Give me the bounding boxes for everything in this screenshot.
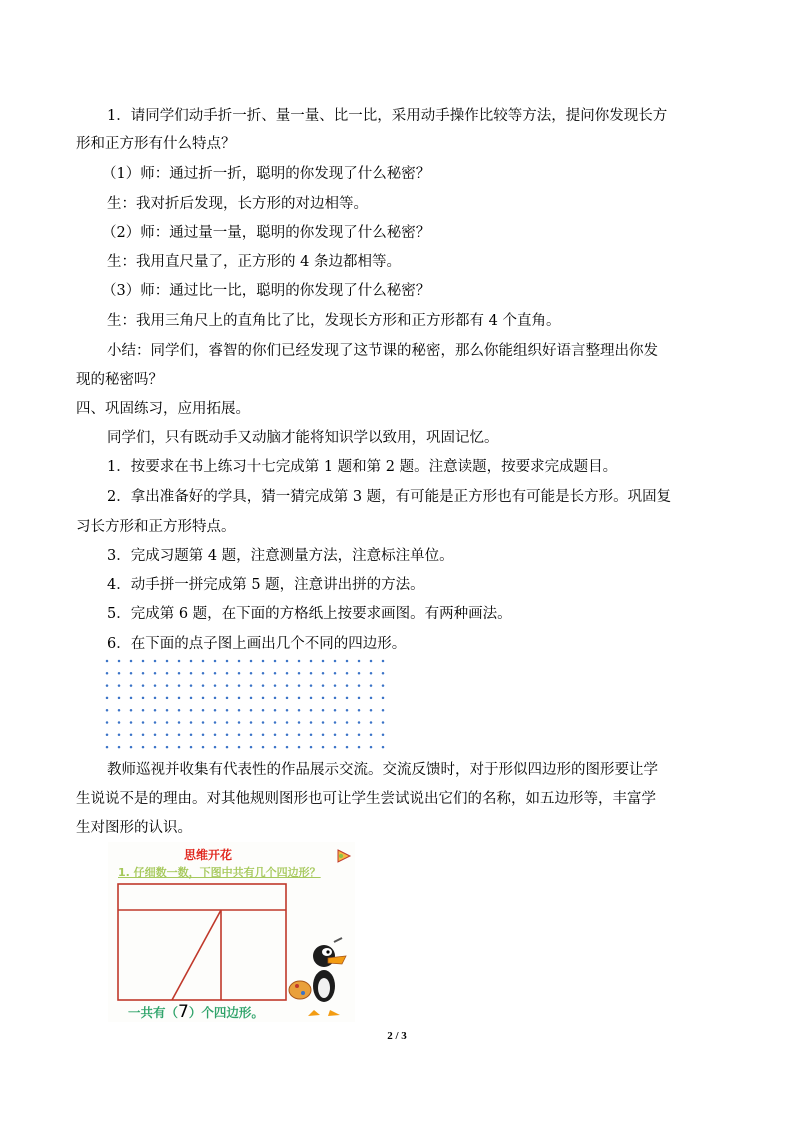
grid-dot <box>286 746 289 749</box>
paragraph-line: （2）师：通过量一量，聪明的你发现了什么秘密？ <box>102 225 431 241</box>
grid-dot <box>214 660 217 663</box>
grid-dot <box>154 697 157 700</box>
grid-dot <box>166 660 169 663</box>
grid-dot <box>190 746 193 749</box>
paragraph-line: 生：我用直尺量了，正方形的 4 条边都相等。 <box>107 254 401 270</box>
grid-dot <box>358 672 361 675</box>
grid-dot <box>346 721 349 724</box>
paragraph-line: 5．完成第 6 题，在下面的方格纸上按要求画图。有两种画法。 <box>107 606 512 622</box>
grid-dot <box>358 721 361 724</box>
grid-dot <box>238 697 241 700</box>
grid-dot <box>202 697 205 700</box>
grid-dot <box>334 684 337 687</box>
grid-dot <box>130 672 133 675</box>
grid-dot <box>166 721 169 724</box>
grid-dot <box>370 684 373 687</box>
grid-dot <box>190 684 193 687</box>
grid-dot <box>274 721 277 724</box>
grid-dot <box>310 721 313 724</box>
grid-dot <box>322 721 325 724</box>
grid-dot <box>214 721 217 724</box>
grid-dot <box>358 734 361 737</box>
grid-dot <box>358 660 361 663</box>
grid-dot <box>106 697 109 700</box>
grid-dot <box>286 672 289 675</box>
grid-dot <box>142 660 145 663</box>
paragraph-line: 同学们，只有既动手又动脑才能将知识学以致用，巩固记忆。 <box>107 430 499 446</box>
duck-cartoon-icon <box>288 936 350 1018</box>
grid-dot <box>178 746 181 749</box>
grid-dot <box>106 660 109 663</box>
grid-dot <box>358 684 361 687</box>
grid-dot <box>274 734 277 737</box>
paragraph-line: 2．拿出准备好的学具，猜一猜完成第 3 题，有可能是正方形也有可能是长方形。巩固复 <box>107 489 672 505</box>
grid-dot <box>238 746 241 749</box>
grid-dot <box>274 660 277 663</box>
grid-dot <box>382 734 385 737</box>
grid-dot <box>130 660 133 663</box>
answer-prefix: 一共有（ <box>128 1005 179 1020</box>
grid-dot <box>310 684 313 687</box>
grid-dot <box>166 734 169 737</box>
paragraph-line: 现的秘密吗？ <box>76 372 163 388</box>
grid-dot <box>250 746 253 749</box>
grid-dot <box>250 684 253 687</box>
grid-dot <box>310 734 313 737</box>
grid-dot <box>298 709 301 712</box>
section-heading: 四、巩固练习，应用拓展。 <box>76 401 250 417</box>
grid-dot <box>334 697 337 700</box>
grid-dot <box>334 721 337 724</box>
grid-dot <box>286 684 289 687</box>
grid-dot <box>202 709 205 712</box>
grid-dot <box>190 672 193 675</box>
grid-dot <box>262 734 265 737</box>
paragraph-line: 生：我用三角尺上的直角比了比，发现长方形和正方形都有 4 个直角。 <box>107 313 561 329</box>
grid-dot <box>370 709 373 712</box>
paragraph-line: 形和正方形有什么特点？ <box>76 136 236 152</box>
grid-dot <box>142 684 145 687</box>
grid-dot <box>106 684 109 687</box>
grid-dot <box>298 734 301 737</box>
grid-dot <box>118 709 121 712</box>
grid-dot <box>274 709 277 712</box>
grid-dot <box>166 672 169 675</box>
grid-dot <box>286 660 289 663</box>
grid-dot <box>166 697 169 700</box>
grid-dot <box>130 684 133 687</box>
grid-dot <box>298 660 301 663</box>
grid-dot <box>322 697 325 700</box>
grid-dot <box>118 697 121 700</box>
grid-dot <box>154 721 157 724</box>
grid-dot <box>202 684 205 687</box>
grid-dot <box>118 684 121 687</box>
grid-dot <box>346 697 349 700</box>
grid-dot <box>166 746 169 749</box>
paragraph-line: 4．动手拼一拼完成第 5 题，注意讲出拼的方法。 <box>107 577 425 593</box>
grid-dot <box>286 709 289 712</box>
grid-dot <box>142 672 145 675</box>
grid-dot <box>118 660 121 663</box>
grid-dot <box>130 721 133 724</box>
grid-dot <box>154 734 157 737</box>
grid-dot <box>250 672 253 675</box>
grid-dot <box>382 721 385 724</box>
grid-dot <box>322 684 325 687</box>
paragraph-line: （1）师：通过折一折，聪明的你发现了什么秘密？ <box>102 166 431 182</box>
grid-dot <box>214 697 217 700</box>
grid-dot <box>310 660 313 663</box>
grid-dot <box>238 709 241 712</box>
grid-dot <box>382 697 385 700</box>
grid-dot <box>214 672 217 675</box>
grid-dot <box>310 746 313 749</box>
grid-dot <box>262 746 265 749</box>
grid-dot <box>214 709 217 712</box>
grid-dot <box>322 709 325 712</box>
figure-answer <box>128 1002 264 1022</box>
grid-dot <box>178 709 181 712</box>
grid-dot <box>214 684 217 687</box>
grid-dot <box>154 672 157 675</box>
grid-dot <box>142 697 145 700</box>
paragraph-line: 习长方形和正方形特点。 <box>76 519 236 535</box>
grid-dot <box>178 721 181 724</box>
grid-dot <box>142 721 145 724</box>
grid-dot <box>262 684 265 687</box>
grid-dot <box>118 672 121 675</box>
figure-question: 1. 仔细数一数，下图中共有几个四边形？ <box>118 866 321 879</box>
grid-dot <box>226 660 229 663</box>
grid-dot <box>178 734 181 737</box>
grid-dot <box>382 660 385 663</box>
grid-dot <box>370 697 373 700</box>
grid-dot <box>106 746 109 749</box>
grid-dot <box>118 746 121 749</box>
grid-dot <box>322 672 325 675</box>
grid-dot <box>370 660 373 663</box>
dot-grid-figure <box>104 658 394 752</box>
grid-dot <box>130 709 133 712</box>
grid-dot <box>190 709 193 712</box>
grid-dot <box>358 746 361 749</box>
grid-dot <box>106 734 109 737</box>
grid-dot <box>346 746 349 749</box>
grid-dot <box>178 697 181 700</box>
grid-dot <box>178 672 181 675</box>
grid-dot <box>226 721 229 724</box>
paragraph-line: 生：我对折后发现，长方形的对边相等。 <box>107 196 368 212</box>
paragraph-line: 1．按要求在书上练习十七完成第 1 题和第 2 题。注意读题，按要求完成题目。 <box>107 459 618 475</box>
grid-dot <box>382 746 385 749</box>
answer-suffix: ）个四边形。 <box>188 1005 264 1020</box>
grid-dot <box>370 721 373 724</box>
paragraph-line: 教师巡视并收集有代表性的作品展示交流。交流反馈时，对于形似四边形的图形要让学 <box>107 762 658 778</box>
grid-dot <box>334 709 337 712</box>
grid-dot <box>286 734 289 737</box>
grid-dot <box>262 721 265 724</box>
grid-dot <box>286 721 289 724</box>
quadrilateral-count-figure <box>108 842 355 1022</box>
grid-dot <box>262 660 265 663</box>
grid-dot <box>238 672 241 675</box>
grid-dot <box>166 684 169 687</box>
grid-dot <box>142 734 145 737</box>
grid-dot <box>190 734 193 737</box>
grid-dot <box>130 734 133 737</box>
grid-dot <box>106 721 109 724</box>
grid-dot <box>226 709 229 712</box>
grid-dot <box>142 709 145 712</box>
grid-dot <box>274 697 277 700</box>
grid-dot <box>334 660 337 663</box>
grid-dot <box>178 684 181 687</box>
grid-dot <box>346 734 349 737</box>
paragraph-line: 小结：同学们，睿智的你们已经发现了这节课的秘密，那么你能组织好语言整理出你发 <box>107 343 658 359</box>
grid-dot <box>382 709 385 712</box>
grid-dot <box>358 709 361 712</box>
grid-dot <box>298 672 301 675</box>
grid-dot <box>334 672 337 675</box>
grid-dot <box>322 734 325 737</box>
grid-dot <box>262 697 265 700</box>
grid-dot <box>334 746 337 749</box>
grid-dot <box>274 672 277 675</box>
grid-dot <box>178 660 181 663</box>
grid-dot <box>226 672 229 675</box>
grid-dot <box>262 709 265 712</box>
page-number: 2 / 3 <box>387 1030 407 1042</box>
grid-dot <box>118 721 121 724</box>
grid-dot <box>214 746 217 749</box>
answer-value: 7 <box>178 1002 189 1022</box>
grid-dot <box>130 697 133 700</box>
grid-dot <box>154 746 157 749</box>
grid-dot <box>322 660 325 663</box>
grid-dot <box>346 709 349 712</box>
paragraph-line: （3）师：通过比一比，聪明的你发现了什么秘密？ <box>102 283 431 299</box>
grid-dot <box>274 684 277 687</box>
paragraph-line: 生说说不是的理由。对其他规则图形也可让学生尝试说出它们的名称，如五边形等，丰富学 <box>76 791 656 807</box>
grid-dot <box>250 734 253 737</box>
grid-dot <box>238 660 241 663</box>
grid-dot <box>346 684 349 687</box>
paragraph-line: 3．完成习题第 4 题，注意测量方法，注意标注单位。 <box>107 548 454 564</box>
grid-dot <box>298 697 301 700</box>
grid-dot <box>154 660 157 663</box>
grid-dot <box>202 746 205 749</box>
grid-dot <box>286 697 289 700</box>
grid-dot <box>250 660 253 663</box>
grid-dot <box>358 697 361 700</box>
grid-dot <box>298 721 301 724</box>
grid-dot <box>106 709 109 712</box>
grid-dot <box>190 697 193 700</box>
grid-dot <box>226 697 229 700</box>
grid-dot <box>118 734 121 737</box>
grid-dot <box>202 672 205 675</box>
grid-dot <box>190 721 193 724</box>
grid-dot <box>226 684 229 687</box>
grid-dot <box>238 721 241 724</box>
grid-dot <box>202 721 205 724</box>
grid-dot <box>250 721 253 724</box>
grid-dot <box>238 684 241 687</box>
grid-dot <box>238 734 241 737</box>
grid-dot <box>142 746 145 749</box>
grid-dot <box>382 672 385 675</box>
grid-dot <box>274 746 277 749</box>
grid-dot <box>154 684 157 687</box>
grid-dot <box>346 660 349 663</box>
grid-dot <box>226 734 229 737</box>
paragraph-line: 6．在下面的点子图上画出几个不同的四边形。 <box>107 636 407 652</box>
grid-dot <box>370 734 373 737</box>
paragraph-line: 1．请同学们动手折一折、量一量、比一比，采用动手操作比较等方法，提问你发现长方 <box>107 108 668 124</box>
grid-dot <box>130 746 133 749</box>
grid-dot <box>322 746 325 749</box>
grid-dot <box>226 746 229 749</box>
grid-dot <box>250 709 253 712</box>
grid-dot <box>298 746 301 749</box>
grid-dot <box>202 660 205 663</box>
figure-title: 思维开花 <box>183 848 232 862</box>
grid-dot <box>106 672 109 675</box>
grid-dot <box>166 709 169 712</box>
grid-dot <box>310 709 313 712</box>
paragraph-line: 生对图形的认识。 <box>76 820 192 836</box>
grid-dot <box>334 734 337 737</box>
grid-dot <box>310 697 313 700</box>
grid-dot <box>298 684 301 687</box>
grid-dot <box>370 746 373 749</box>
grid-dot <box>262 672 265 675</box>
grid-dot <box>154 709 157 712</box>
grid-dot <box>310 672 313 675</box>
grid-dot <box>202 734 205 737</box>
grid-dot <box>250 697 253 700</box>
grid-dot <box>190 660 193 663</box>
grid-dot <box>346 672 349 675</box>
grid-dot <box>214 734 217 737</box>
grid-dot <box>370 672 373 675</box>
grid-dot <box>382 684 385 687</box>
